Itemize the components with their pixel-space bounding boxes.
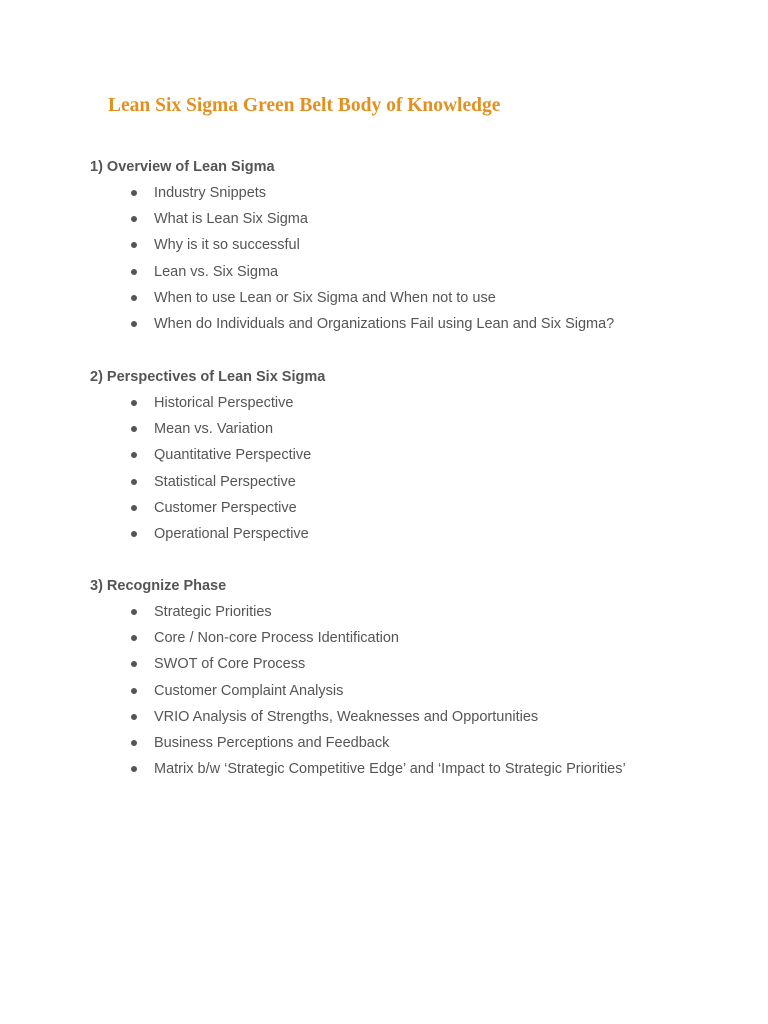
list-item	[90, 235, 750, 261]
list-item-text: Quantitative Perspective	[154, 447, 312, 464]
list-item-text: Customer Complaint Analysis	[154, 682, 344, 699]
list-item	[90, 393, 750, 419]
bullet-icon	[131, 531, 137, 537]
list-item-text: Business Perceptions and Feedback	[154, 734, 390, 751]
list-item	[90, 524, 750, 550]
bullet-list	[90, 602, 750, 785]
list-item	[90, 209, 750, 235]
list-item	[90, 183, 750, 209]
bullet-icon	[131, 190, 137, 196]
list-item-text: Lean vs. Six Sigma	[154, 263, 279, 280]
bullet-list	[90, 393, 750, 550]
list-item-text: What is Lean Six Sigma	[154, 211, 308, 228]
bullet-icon	[131, 216, 137, 222]
list-item-text: When to use Lean or Six Sigma and When not to use	[154, 289, 496, 306]
list-item	[90, 733, 750, 759]
list-item	[90, 759, 750, 785]
bullet-icon	[131, 295, 137, 301]
bullet-icon	[131, 661, 137, 667]
list-item	[90, 262, 750, 288]
list-item-text: Mean vs. Variation	[154, 421, 274, 438]
bullet-icon	[131, 269, 137, 275]
list-item	[90, 602, 750, 628]
bullet-icon	[131, 609, 137, 615]
list-item-text: VRIO Analysis of Strengths, Weaknesses and Opportunities	[154, 708, 539, 725]
list-item-text: Core / Non-core Process Identification	[154, 630, 399, 647]
list-item	[90, 707, 750, 733]
list-item-text: Statistical Perspective	[154, 473, 296, 490]
bullet-icon	[131, 688, 137, 694]
list-item	[90, 628, 750, 654]
list-item	[90, 314, 750, 340]
bullet-icon	[131, 452, 137, 458]
bullet-icon	[131, 426, 137, 432]
list-item	[90, 472, 750, 498]
list-item	[90, 498, 750, 524]
section-perspectives	[90, 367, 750, 550]
list-item	[90, 419, 750, 445]
bullet-icon	[131, 505, 137, 511]
list-item	[90, 445, 750, 471]
section-recognize-phase	[90, 576, 750, 785]
bullet-icon	[131, 321, 137, 327]
list-item-text: Operational Perspective	[154, 525, 309, 542]
section-heading: 3) Recognize Phase	[90, 578, 227, 594]
list-item	[90, 654, 750, 680]
list-item-text: When do Individuals and Organizations Fail using Lean and Six Sigma?	[154, 315, 615, 332]
bullet-icon	[131, 714, 137, 720]
list-item-text: SWOT of Core Process	[154, 656, 306, 673]
section-heading: 1) Overview of Lean Sigma	[90, 159, 275, 175]
bullet-list	[90, 183, 750, 340]
section-overview	[90, 157, 750, 340]
bullet-icon	[131, 479, 137, 485]
list-item-text: Matrix b/w ‘Strategic Competitive Edge’ and ‘Impact to Strategic Priorities’	[154, 761, 626, 778]
section-heading: 2) Perspectives of Lean Six Sigma	[90, 369, 326, 385]
list-item	[90, 288, 750, 314]
document-title: Lean Six Sigma Green Belt Body of Knowledge	[108, 95, 501, 116]
bullet-icon	[131, 740, 137, 746]
list-item-text: Strategic Priorities	[154, 604, 272, 620]
bullet-icon	[131, 242, 137, 248]
bullet-icon	[131, 766, 137, 772]
list-item-text: Why is it so successful	[154, 237, 300, 254]
list-item-text: Industry Snippets	[154, 185, 267, 201]
list-item-text: Historical Perspective	[154, 395, 294, 411]
list-item-text: Customer Perspective	[154, 499, 297, 516]
list-item	[90, 681, 750, 707]
bullet-icon	[131, 400, 137, 406]
bullet-icon	[131, 635, 137, 641]
